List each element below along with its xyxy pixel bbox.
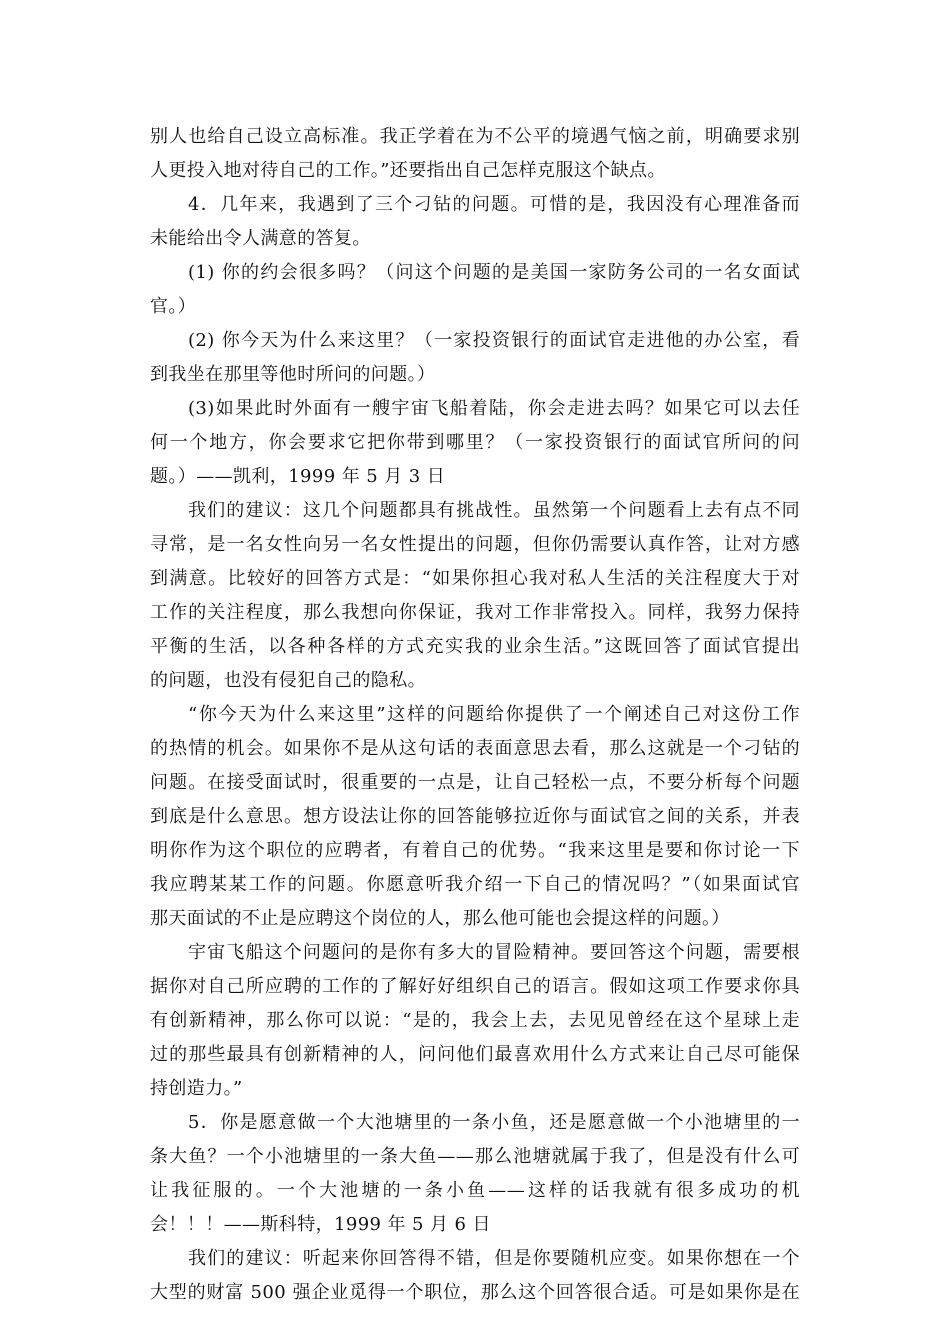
text-line: 到满意。比较好的回答方式是：“如果你担心我对私人生活的关注程度大于对 bbox=[150, 568, 800, 589]
text-line: 题。）——凯利，1999 年 5 月 3 日 bbox=[150, 466, 446, 487]
text-line: 据你对自己所应聘的工作的了解好好组织自己的语言。假如这项工作要求你具 bbox=[150, 976, 800, 997]
text-line: “你今天为什么来这里”这样的问题给你提供了一个阐述自己对这份工作 bbox=[188, 704, 800, 725]
text-line: 何一个地方，你会要求它把你带到哪里？（一家投资银行的面试官所问的问 bbox=[150, 432, 800, 453]
text-line: 4．几年来，我遇到了三个刁钻的问题。可惜的是，我因没有心理准备而 bbox=[188, 194, 800, 215]
text-line: 到我坐在那里等他时所问的问题。） bbox=[150, 364, 436, 385]
text-line: 大型的财富 500 强企业觅得一个职位，那么这个回答很合适。可是如果你是在 bbox=[150, 1282, 800, 1303]
text-line: (2) 你今天为什么来这里？（一家投资银行的面试官走进他的办公室，看 bbox=[188, 330, 800, 351]
text-line: 条大鱼？一个小池塘里的一条大鱼——那么池塘就属于我了，但是没有什么可 bbox=[150, 1146, 800, 1167]
text-line: 的问题，也没有侵犯自己的隐私。 bbox=[150, 670, 426, 691]
document-body bbox=[150, 120, 800, 1310]
text-line: 人更投入地对待自己的工作。”还要指出自己怎样克服这个缺点。 bbox=[150, 160, 666, 181]
text-line: 持创造力。” bbox=[150, 1078, 243, 1099]
text-line: 我们的建议：听起来你回答得不错，但是你要随机应变。如果你想在一个 bbox=[188, 1248, 800, 1269]
text-line: 到底是什么意思。想方设法让你的回答能够拉近你与面试官之间的关系，并表 bbox=[150, 806, 800, 827]
text-line: (3)如果此时外面有一艘宇宙飞船着陆，你会走进去吗？如果它可以去任 bbox=[188, 398, 800, 419]
text-line: 我们的建议：这几个问题都具有挑战性。虽然第一个问题看上去有点不同 bbox=[188, 500, 800, 521]
text-line: 官。） bbox=[150, 296, 197, 317]
text-line: 平衡的生活，以各种各样的方式充实我的业余生活。”这既回答了面试官提出 bbox=[150, 636, 800, 657]
text-line: 让我征服的。一个大池塘的一条小鱼——这样的话我就有很多成功的机 bbox=[150, 1180, 800, 1201]
text-line: 会！！！——斯科特，1999 年 5 月 6 日 bbox=[150, 1214, 491, 1235]
text-line: 明你作为这个职位的应聘者，有着自己的优势。“我来这里是要和你讨论一下 bbox=[150, 840, 800, 861]
text-line: 我应聘某某工作的问题。你愿意听我介绍一下自己的情况吗？”（如果面试官 bbox=[150, 874, 800, 895]
text-line: 5．你是愿意做一个大池塘里的一条小鱼，还是愿意做一个小池塘里的一 bbox=[188, 1112, 800, 1133]
text-line: 未能给出令人满意的答复。 bbox=[150, 228, 371, 249]
text-line: 那天面试的不止是应聘这个岗位的人，那么他可能也会提这样的问题。） bbox=[150, 908, 730, 929]
text-line: (1) 你的约会很多吗？（问这个问题的是美国一家防务公司的一名女面试 bbox=[188, 262, 800, 283]
text-line: 宇宙飞船这个问题问的是你有多大的冒险精神。要回答这个问题，需要根 bbox=[188, 942, 800, 963]
text-line: 有创新精神，那么你可以说：“是的，我会上去，去见见曾经在这个星球上走 bbox=[150, 1010, 800, 1031]
text-line: 寻常，是一名女性向另一名女性提出的问题，但你仍需要认真作答，让对方感 bbox=[150, 534, 800, 555]
text-line: 的热情的机会。如果你不是从这句话的表面意思去看，那么这就是一个刁钻的 bbox=[150, 738, 800, 759]
text-line: 问题。在接受面试时，很重要的一点是，让自己轻松一点，不要分析每个问题 bbox=[150, 772, 800, 793]
text-line: 工作的关注程度，那么我想向你保证，我对工作非常投入。同样，我努力保持 bbox=[150, 602, 800, 623]
text-line: 过的那些最具有创新精神的人，问问他们最喜欢用什么方式来让自己尽可能保 bbox=[150, 1044, 800, 1065]
text-line: 别人也给自己设立高标准。我正学着在为不公平的境遇气恼之前，明确要求别 bbox=[150, 126, 800, 147]
